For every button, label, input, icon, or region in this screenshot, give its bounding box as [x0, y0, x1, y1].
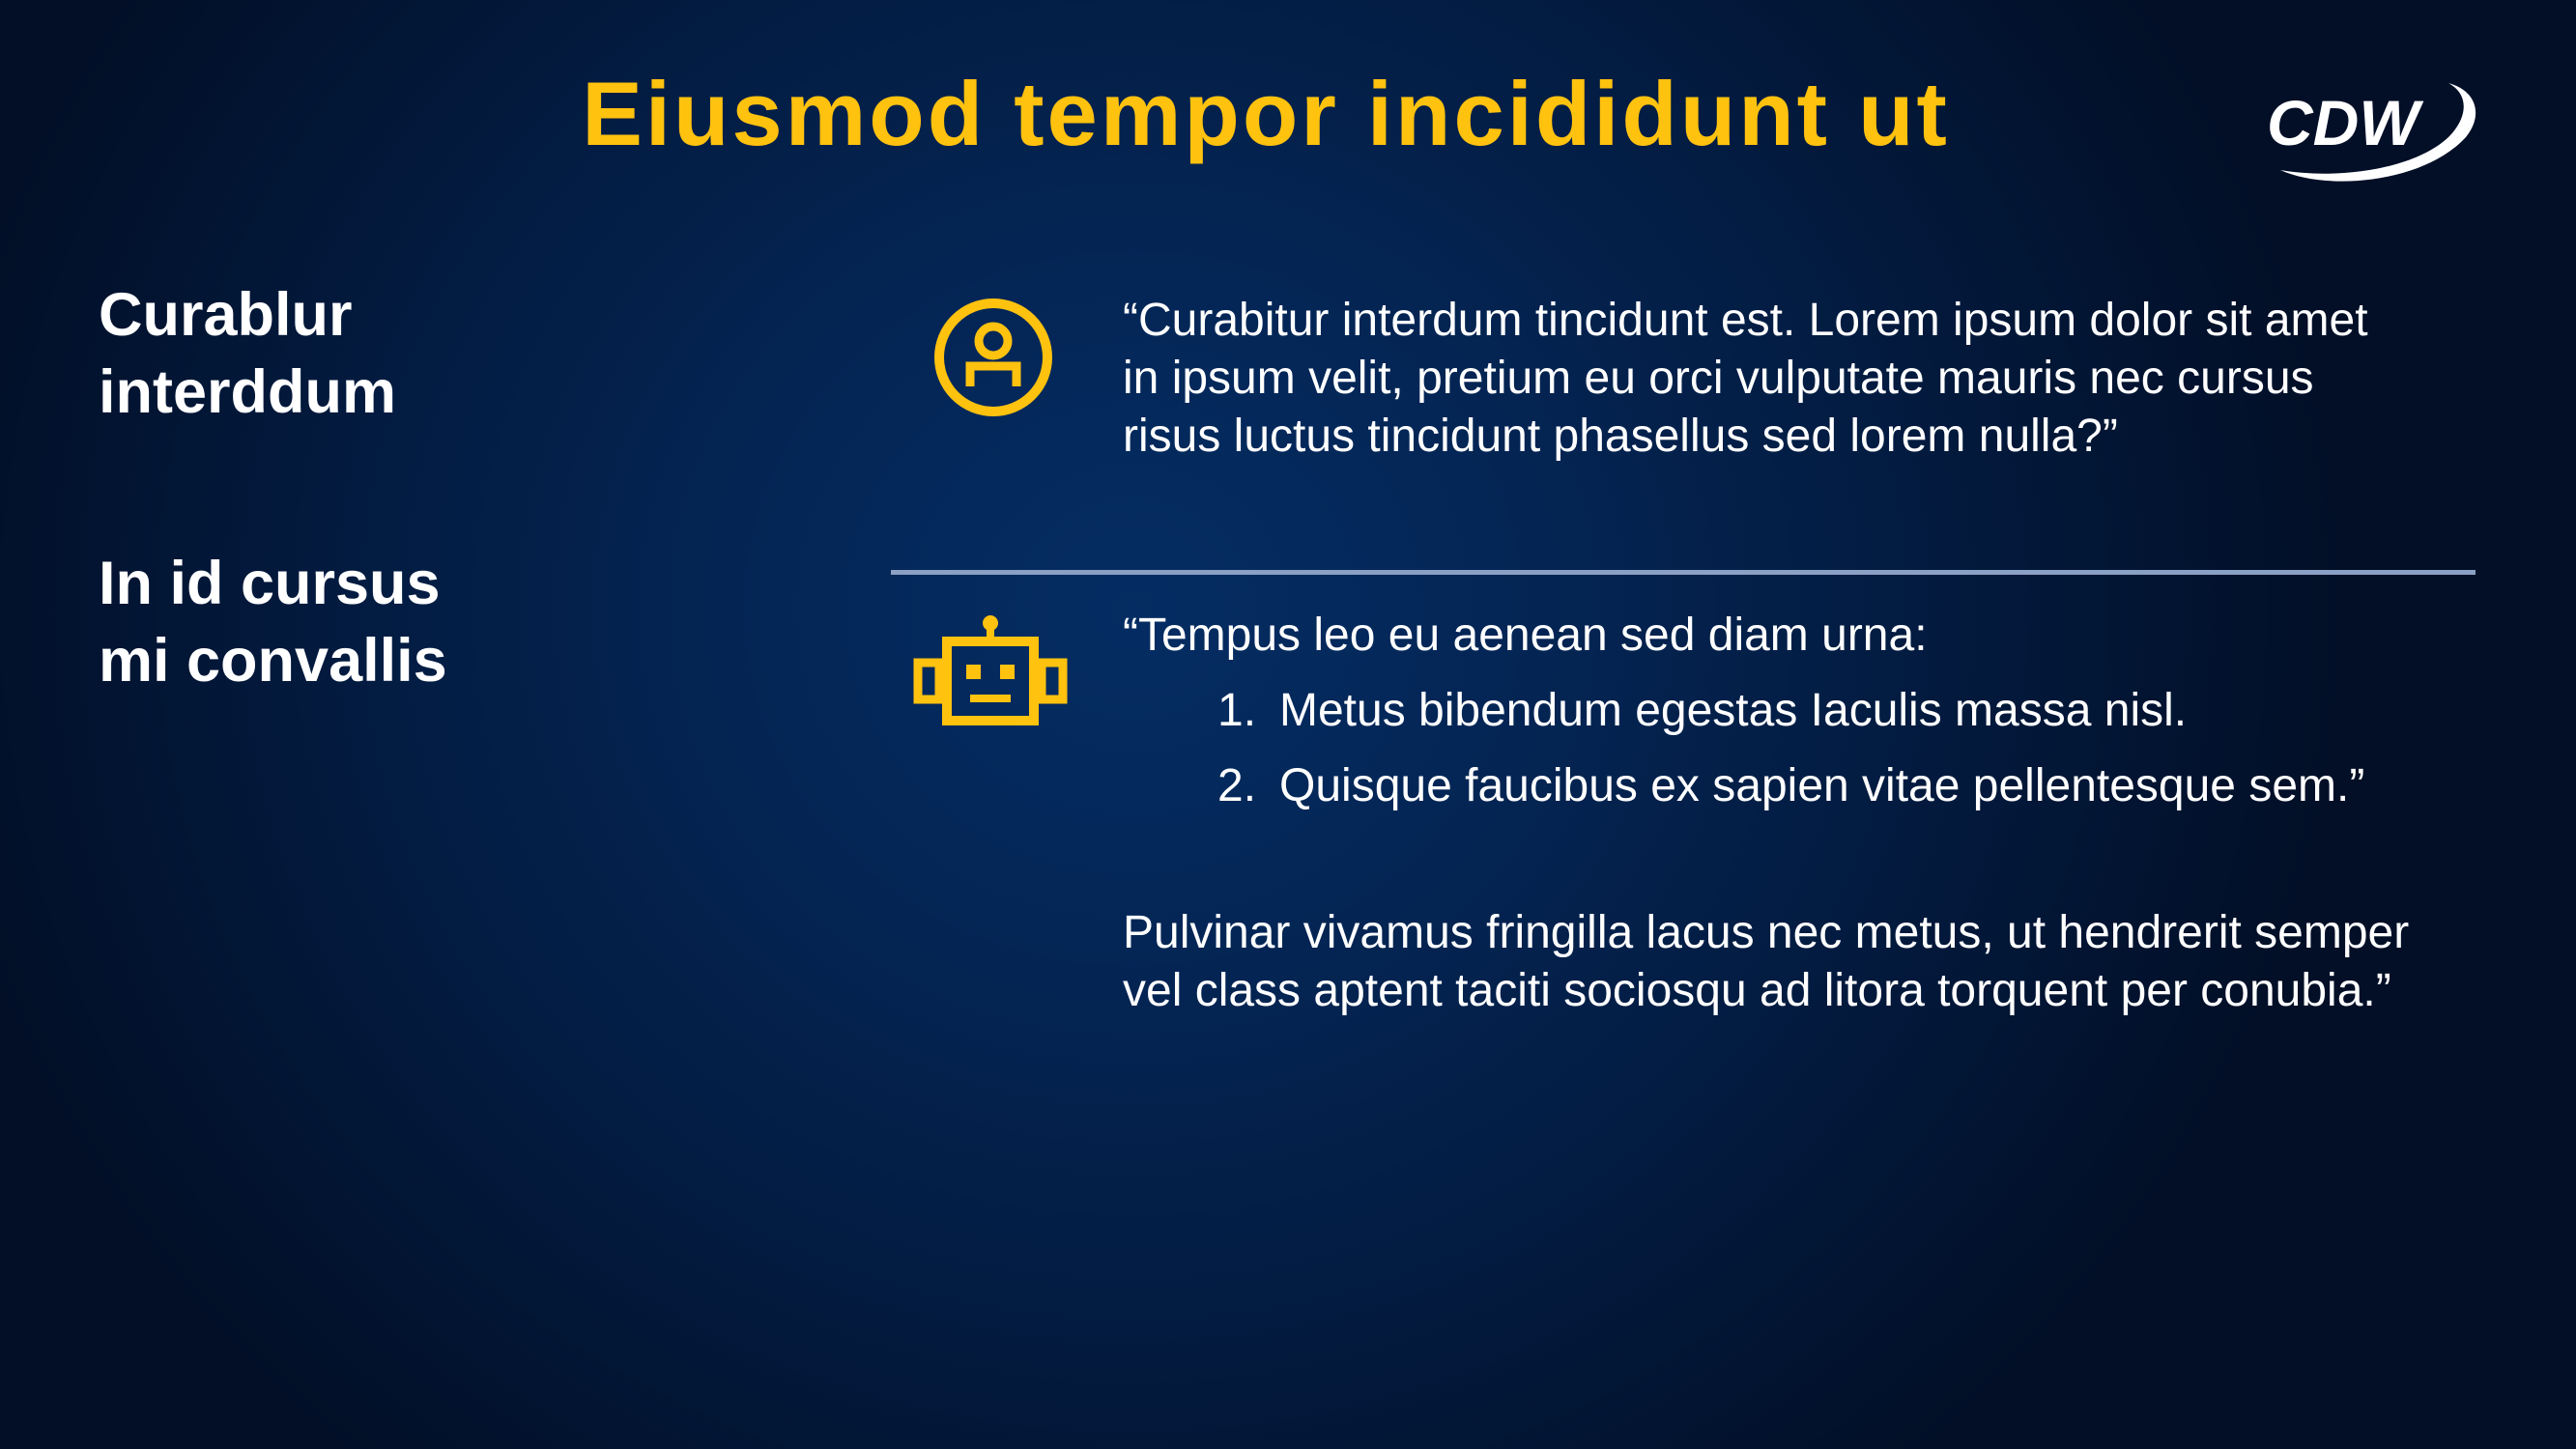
quote-2-closing-line-2: vel class aptent taciti sociosqu ad litora torquent per conubia.” — [1123, 965, 2391, 1016]
quote-2-closing — [1123, 904, 2409, 1020]
section-divider — [891, 570, 2476, 575]
side-label-2 — [99, 545, 447, 699]
list-item-text: Metus bibendum egestas Iaculis massa nisl. — [1279, 685, 2188, 736]
quote-1-line-2: in ipsum velit, pretium eu orci vulputate mauris nec cursus — [1123, 353, 2314, 404]
list-item — [1217, 757, 2364, 833]
side-label-1-line-1: Curablur — [99, 281, 353, 349]
list-item — [1217, 682, 2364, 757]
side-label-2-line-2: mi convallis — [99, 627, 447, 695]
person-circle-icon — [931, 296, 1055, 419]
quote-2-intro-text: “Tempus leo eu aenean sed diam urna: — [1123, 610, 1928, 661]
side-label-2-line-1: In id cursus — [99, 550, 441, 617]
quote-2-intro — [1123, 607, 1928, 665]
side-label-1-line-2: interddum — [99, 358, 396, 426]
svg-text:CDW: CDW — [2267, 87, 2419, 158]
quote-2-closing-line-1: Pulvinar vivamus fringilla lacus nec metus, ut hendrerit semper — [1123, 907, 2410, 958]
quote-1-line-1: “Curabitur interdum tincidunt est. Lorem ipsum dolor sit amet — [1123, 295, 2368, 346]
list-item-number: 1. — [1217, 685, 1257, 736]
side-label-1 — [99, 276, 396, 431]
slide-title: Eiusmod tempor incididunt ut — [582, 63, 1950, 164]
list-item-text: Quisque faucibus ex sapien vitae pellentesque sem.” — [1279, 760, 2365, 811]
cdw-logo — [2259, 70, 2483, 189]
quote-1 — [1123, 292, 2368, 466]
robot-icon — [912, 614, 1069, 728]
quote-1-line-3: risus luctus tincidunt phasellus sed lorem nulla?” — [1123, 411, 2118, 462]
numbered-list — [1217, 682, 2364, 833]
list-item-number: 2. — [1217, 760, 1257, 811]
